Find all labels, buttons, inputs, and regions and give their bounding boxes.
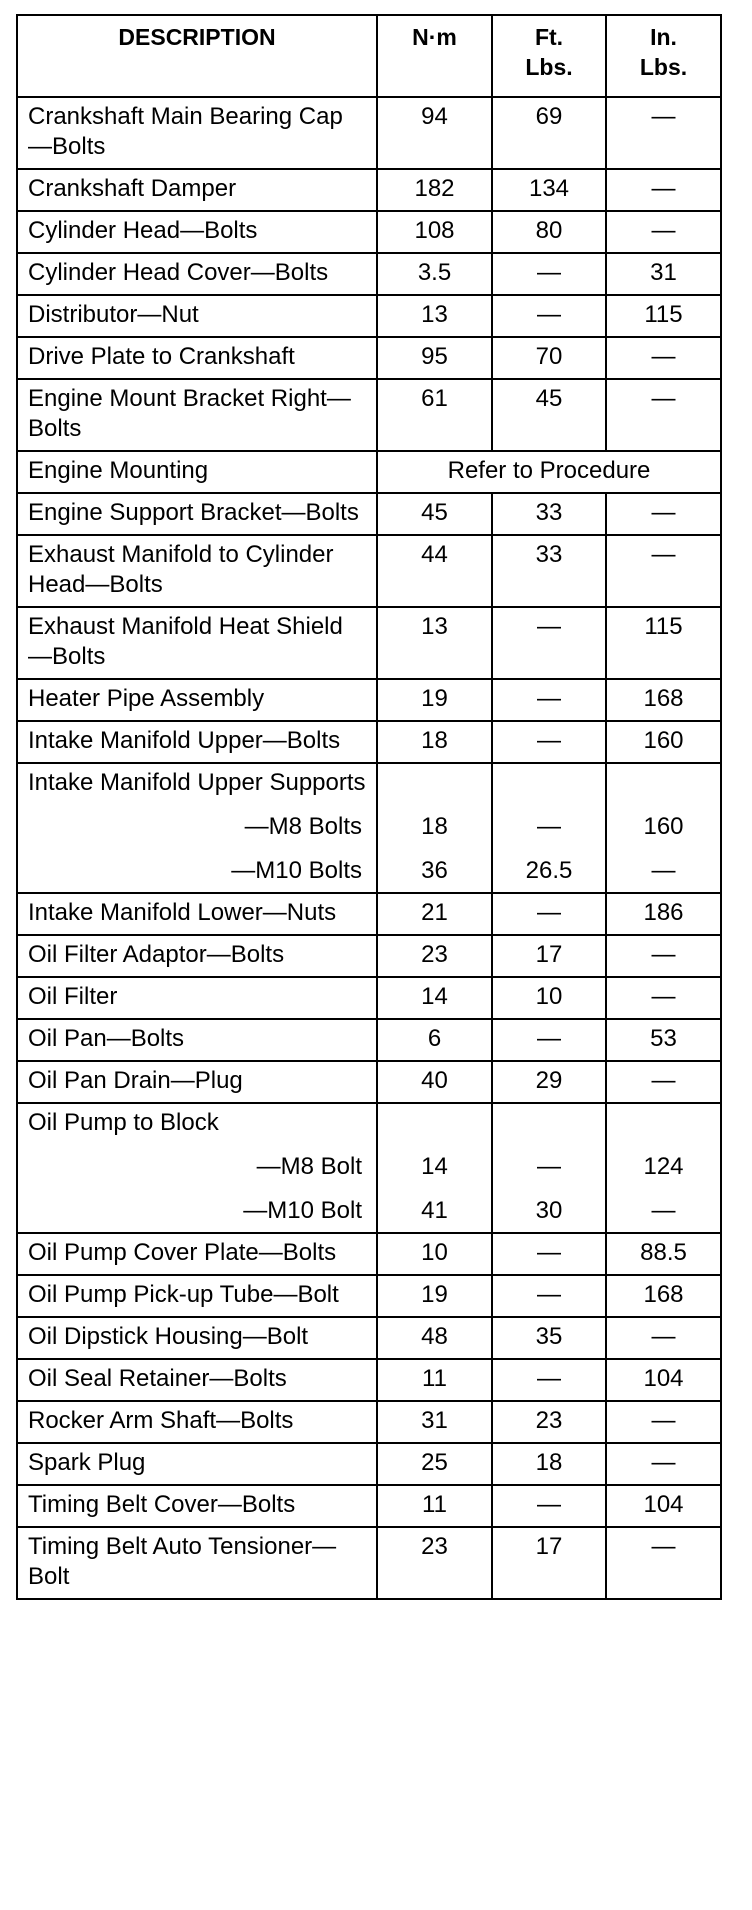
cell-description: Oil Filter xyxy=(17,977,377,1019)
cell-ft: — xyxy=(492,804,606,848)
cell-ft: — xyxy=(492,679,606,721)
cell-nm: 6 xyxy=(377,1019,492,1061)
cell-in: — xyxy=(606,1401,721,1443)
cell-in: — xyxy=(606,169,721,211)
cell-nm: 94 xyxy=(377,97,492,169)
cell-in: — xyxy=(606,1061,721,1103)
cell-in: 124 xyxy=(606,1144,721,1188)
table-row xyxy=(17,935,721,977)
cell-in: 53 xyxy=(606,1019,721,1061)
cell-nm: 45 xyxy=(377,493,492,535)
cell-description: Oil Pump Pick-up Tube—Bolt xyxy=(17,1275,377,1317)
cell-ft: 18 xyxy=(492,1443,606,1485)
cell-description: Engine Support Bracket—Bolts xyxy=(17,493,377,535)
cell-nm: 14 xyxy=(377,977,492,1019)
table-row xyxy=(17,1317,721,1359)
cell-in: — xyxy=(606,1443,721,1485)
cell-ft: — xyxy=(492,607,606,679)
cell-description: Cylinder Head—Bolts xyxy=(17,211,377,253)
table-body xyxy=(17,97,721,1599)
header-nm xyxy=(377,15,492,97)
table-row xyxy=(17,337,721,379)
cell-ft: 17 xyxy=(492,1527,606,1599)
table-row xyxy=(17,493,721,535)
header-ft-lbs xyxy=(492,15,606,97)
table-header xyxy=(17,15,721,97)
cell-description: Spark Plug xyxy=(17,1443,377,1485)
cell-description: Drive Plate to Crankshaft xyxy=(17,337,377,379)
cell-in: 115 xyxy=(606,295,721,337)
cell-nm: 3.5 xyxy=(377,253,492,295)
cell-in: — xyxy=(606,379,721,451)
table-row xyxy=(17,1401,721,1443)
cell-ft: — xyxy=(492,1019,606,1061)
table-row xyxy=(17,1188,721,1233)
cell-in: 160 xyxy=(606,721,721,763)
table-row xyxy=(17,1275,721,1317)
table-row xyxy=(17,721,721,763)
cell-nm: 182 xyxy=(377,169,492,211)
cell-nm: 41 xyxy=(377,1188,492,1233)
cell-ft: 70 xyxy=(492,337,606,379)
table-row xyxy=(17,1144,721,1188)
cell-description: Cylinder Head Cover—Bolts xyxy=(17,253,377,295)
header-ft-line1: Ft. xyxy=(534,24,564,50)
cell-ft: 23 xyxy=(492,1401,606,1443)
cell-description: Crankshaft Main Bearing Cap—Bolts xyxy=(17,97,377,169)
cell-nm: 10 xyxy=(377,1233,492,1275)
table-row xyxy=(17,535,721,607)
cell-in: — xyxy=(606,1527,721,1599)
cell-description: Rocker Arm Shaft—Bolts xyxy=(17,1401,377,1443)
cell-ft: — xyxy=(492,1233,606,1275)
cell-in: — xyxy=(606,493,721,535)
table-row xyxy=(17,804,721,848)
cell-nm: 25 xyxy=(377,1443,492,1485)
cell-nm: 61 xyxy=(377,379,492,451)
header-description xyxy=(17,15,377,97)
cell-nm: 19 xyxy=(377,1275,492,1317)
cell-nm: 18 xyxy=(377,721,492,763)
cell-nm: 36 xyxy=(377,848,492,893)
cell-description: —M10 Bolts xyxy=(17,848,377,893)
cell-description: —M8 Bolt xyxy=(17,1144,377,1188)
table-row xyxy=(17,97,721,169)
cell-description: Distributor—Nut xyxy=(17,295,377,337)
table-row xyxy=(17,893,721,935)
cell-ft: — xyxy=(492,295,606,337)
cell-nm: 40 xyxy=(377,1061,492,1103)
cell-description: Timing Belt Auto Tensioner—Bolt xyxy=(17,1527,377,1599)
table-row xyxy=(17,1103,721,1144)
cell-in: — xyxy=(606,935,721,977)
cell-ft: — xyxy=(492,1275,606,1317)
cell-description: Oil Pump Cover Plate—Bolts xyxy=(17,1233,377,1275)
cell-ft: 134 xyxy=(492,169,606,211)
table-row xyxy=(17,451,721,493)
cell-description: Intake Manifold Upper—Bolts xyxy=(17,721,377,763)
table-row xyxy=(17,1359,721,1401)
cell-ft: — xyxy=(492,1359,606,1401)
cell-ft: — xyxy=(492,721,606,763)
cell-description: Oil Filter Adaptor—Bolts xyxy=(17,935,377,977)
cell-description: Engine Mounting xyxy=(17,451,377,493)
table-row xyxy=(17,1061,721,1103)
cell-in xyxy=(606,1103,721,1144)
table-row xyxy=(17,1443,721,1485)
header-description-label: DESCRIPTION xyxy=(118,24,276,50)
cell-nm xyxy=(377,1103,492,1144)
cell-description: Timing Belt Cover—Bolts xyxy=(17,1485,377,1527)
cell-ft xyxy=(492,763,606,804)
header-nm-label: N·m xyxy=(412,24,457,50)
cell-ft: 45 xyxy=(492,379,606,451)
cell-description: Oil Seal Retainer—Bolts xyxy=(17,1359,377,1401)
cell-nm: 23 xyxy=(377,935,492,977)
cell-in: — xyxy=(606,211,721,253)
cell-in: 88.5 xyxy=(606,1233,721,1275)
cell-in: — xyxy=(606,97,721,169)
cell-nm: 13 xyxy=(377,607,492,679)
header-row xyxy=(17,15,721,97)
table-row xyxy=(17,679,721,721)
table-row xyxy=(17,169,721,211)
cell-ft: 80 xyxy=(492,211,606,253)
cell-in: 104 xyxy=(606,1359,721,1401)
table-row xyxy=(17,607,721,679)
cell-nm: 13 xyxy=(377,295,492,337)
table-row xyxy=(17,379,721,451)
cell-in: 115 xyxy=(606,607,721,679)
table-row xyxy=(17,253,721,295)
cell-ft: 30 xyxy=(492,1188,606,1233)
cell-description: Oil Pan—Bolts xyxy=(17,1019,377,1061)
cell-in: — xyxy=(606,848,721,893)
cell-ft: 17 xyxy=(492,935,606,977)
cell-nm: 31 xyxy=(377,1401,492,1443)
cell-ft: — xyxy=(492,1485,606,1527)
cell-in: 31 xyxy=(606,253,721,295)
cell-description: Intake Manifold Lower—Nuts xyxy=(17,893,377,935)
cell-in: — xyxy=(606,1188,721,1233)
cell-in: 186 xyxy=(606,893,721,935)
cell-description: Oil Pump to Block xyxy=(17,1103,377,1144)
cell-ft: — xyxy=(492,893,606,935)
cell-in: — xyxy=(606,1317,721,1359)
cell-in: 168 xyxy=(606,679,721,721)
cell-nm: 18 xyxy=(377,804,492,848)
cell-ft: 26.5 xyxy=(492,848,606,893)
cell-description: Heater Pipe Assembly xyxy=(17,679,377,721)
cell-description: Crankshaft Damper xyxy=(17,169,377,211)
cell-nm: 95 xyxy=(377,337,492,379)
cell-in: 168 xyxy=(606,1275,721,1317)
cell-description: Engine Mount Bracket Right—Bolts xyxy=(17,379,377,451)
table-row xyxy=(17,977,721,1019)
cell-ft: 69 xyxy=(492,97,606,169)
table-row xyxy=(17,848,721,893)
cell-ft: 35 xyxy=(492,1317,606,1359)
cell-nm: 19 xyxy=(377,679,492,721)
cell-in: — xyxy=(606,977,721,1019)
cell-refer-procedure: Refer to Procedure xyxy=(377,451,721,493)
cell-ft: 33 xyxy=(492,493,606,535)
table-row xyxy=(17,1485,721,1527)
table-row xyxy=(17,211,721,253)
header-in-line2: Lbs. xyxy=(639,54,688,80)
cell-nm: 11 xyxy=(377,1359,492,1401)
cell-ft xyxy=(492,1103,606,1144)
cell-description: Oil Pan Drain—Plug xyxy=(17,1061,377,1103)
table-row xyxy=(17,1019,721,1061)
cell-ft: — xyxy=(492,253,606,295)
cell-description: —M8 Bolts xyxy=(17,804,377,848)
cell-in: — xyxy=(606,337,721,379)
table-row xyxy=(17,295,721,337)
cell-nm: 108 xyxy=(377,211,492,253)
table-row xyxy=(17,763,721,804)
cell-nm: 44 xyxy=(377,535,492,607)
cell-nm xyxy=(377,763,492,804)
cell-nm: 23 xyxy=(377,1527,492,1599)
cell-description: —M10 Bolt xyxy=(17,1188,377,1233)
cell-nm: 21 xyxy=(377,893,492,935)
cell-nm: 14 xyxy=(377,1144,492,1188)
cell-in: 160 xyxy=(606,804,721,848)
table-row xyxy=(17,1527,721,1599)
cell-nm: 48 xyxy=(377,1317,492,1359)
header-in-line1: In. xyxy=(650,24,677,50)
header-in-lbs xyxy=(606,15,721,97)
table-row xyxy=(17,1233,721,1275)
header-ft-line2: Lbs. xyxy=(525,54,573,80)
cell-description: Exhaust Manifold Heat Shield—Bolts xyxy=(17,607,377,679)
cell-description: Oil Dipstick Housing—Bolt xyxy=(17,1317,377,1359)
cell-ft: 29 xyxy=(492,1061,606,1103)
cell-in xyxy=(606,763,721,804)
cell-ft: — xyxy=(492,1144,606,1188)
cell-in: 104 xyxy=(606,1485,721,1527)
cell-description: Exhaust Manifold to Cylinder Head—Bolts xyxy=(17,535,377,607)
torque-specifications-table xyxy=(16,14,722,1600)
cell-description: Intake Manifold Upper Supports xyxy=(17,763,377,804)
cell-nm: 11 xyxy=(377,1485,492,1527)
cell-in: — xyxy=(606,535,721,607)
cell-ft: 10 xyxy=(492,977,606,1019)
cell-ft: 33 xyxy=(492,535,606,607)
